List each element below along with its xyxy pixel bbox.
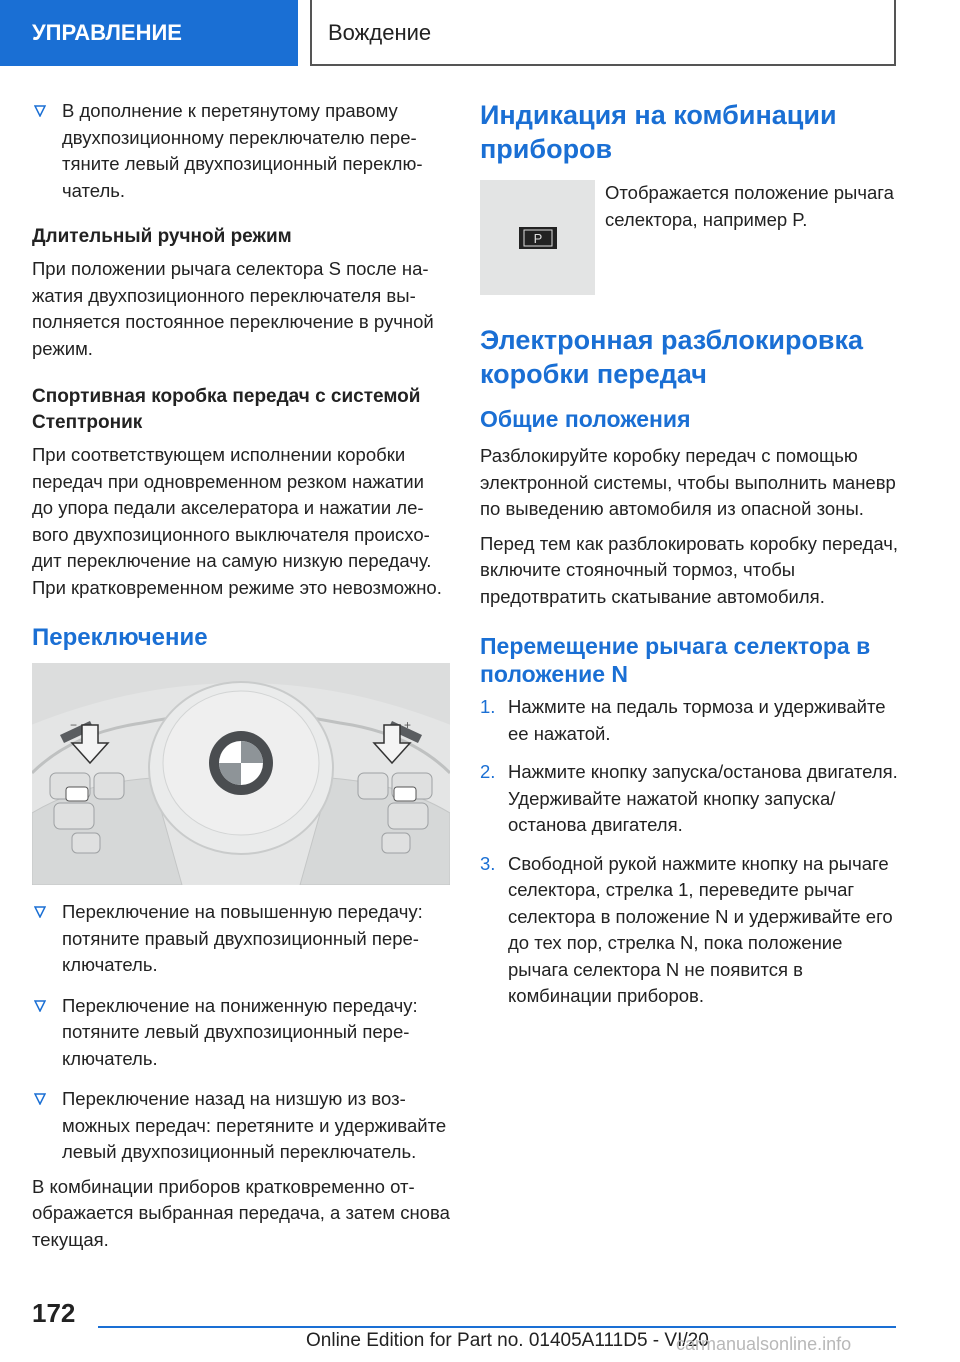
bullet-text: Переключение на пониженную передачу: потяните левый двухпозиционный переключатель. [62,994,418,1069]
general-text-1: Разблокируйте коробку передач с помощью электронной системы, чтобы выполнить маневр по выведению автомобиля из опасной зоны. [480,445,896,519]
electronic-unlock-heading: Электронная разблокировка коробки передач [480,325,864,389]
steering-wheel-illustration [32,663,450,885]
footer-watermark: carmanualsonline.info [676,1334,852,1354]
step-item [480,851,900,1010]
cluster-display-text: Отображается положение рычага селектора, например P. [605,182,894,230]
triangle-bullet-icon [34,105,46,117]
page-header [0,0,960,66]
minus-label: − [70,718,78,732]
sport-gearbox-heading: Спортивная коробка передач с системой Стептроник [32,386,421,433]
shifting-after-text: В комбинации приборов кратковременно отображается выбранная передача, а затем снова текущая. [32,1175,450,1250]
sport-gearbox-text: При соответствующем исполнении коробки передач при одновременном резком нажатии до упора педали акселератора и нажатии левого двухпозиционного выключателя происходит переключение на самую низкую передачу. При кратковременном режиме это невозможно. [32,444,442,598]
step-item [480,759,900,839]
steering-wheel-image [32,663,450,885]
section-tab: Вождение [310,0,896,66]
shifting-heading: Переключение [32,624,208,651]
bullet-text: Переключение на повышенную передачу: потяните правый двухпозиционный переключатель. [62,901,423,975]
footer-divider [98,1326,896,1328]
bullet-item [32,993,450,1073]
step-number: 1. [480,696,496,717]
page-number: 172 [32,1298,76,1328]
move-selector-heading: Перемещение рычага селектора в положение N [480,633,871,687]
cluster-display-heading: Индикация на комбинации приборов [480,100,837,164]
manual-mode-text: При положении рычага селектора S после нажатия двухпозиционного переключателя выполняется постоянное переключение в ручной режим. [32,258,434,359]
cluster-display-row [480,180,900,295]
bmw-logo-icon [209,731,273,795]
left-column [32,98,450,1253]
triangle-bullet-icon [34,1000,46,1012]
step-number: 3. [480,852,496,874]
gear-p-label: P [533,231,543,246]
bullet-text: Переключение назад на низшую из возможных передач: перетяните и удерживайте левый двухпозиционный переключатель. [62,1088,447,1162]
bullet-item [32,1086,450,1166]
general-text-2: Перед тем как разблокировать коробку передач, включите стояночный тормоз, чтобы предотвратить скатывание автомобиля. [480,532,898,607]
step-text: Свободной рукой нажмите кнопку на рычаге селектора, стрелка 1, переведите рычаг селектора в положение N и удерживайте его до тех пор, стрелка N, пока положение рычага селектора N не появится в комбинации приборов. [508,852,893,1006]
step-text: Нажмите на педаль тормоза и удерживайте ее нажатой. [508,696,886,744]
bullet-item [32,899,450,979]
chapter-tab: УПРАВЛЕНИЕ [0,0,298,66]
general-heading: Общие положения [480,406,691,432]
right-column [480,98,900,1022]
step-text: Нажмите кнопку запуска/останова двигателя. Удерживайте нажатой кнопку запуска/останова двигателя. [508,761,898,835]
footer-edition: Online Edition for Part no. 01405A111D5 - VI/20 [306,1330,709,1351]
triangle-bullet-icon [34,906,46,918]
bullet-item [32,98,450,204]
step-number: 2. [480,761,496,782]
cluster-display-image [480,180,595,295]
bullet-text: В дополнение к перетянутому правому двухпозиционному переключателю перетяните левый двухпозиционный переключатель. [62,100,423,201]
gear-indicator-icon [480,180,595,295]
plus-label: + [404,718,412,732]
triangle-bullet-icon [34,1093,46,1105]
manual-mode-heading: Длительный ручной режим [32,226,292,247]
step-item [480,694,900,747]
